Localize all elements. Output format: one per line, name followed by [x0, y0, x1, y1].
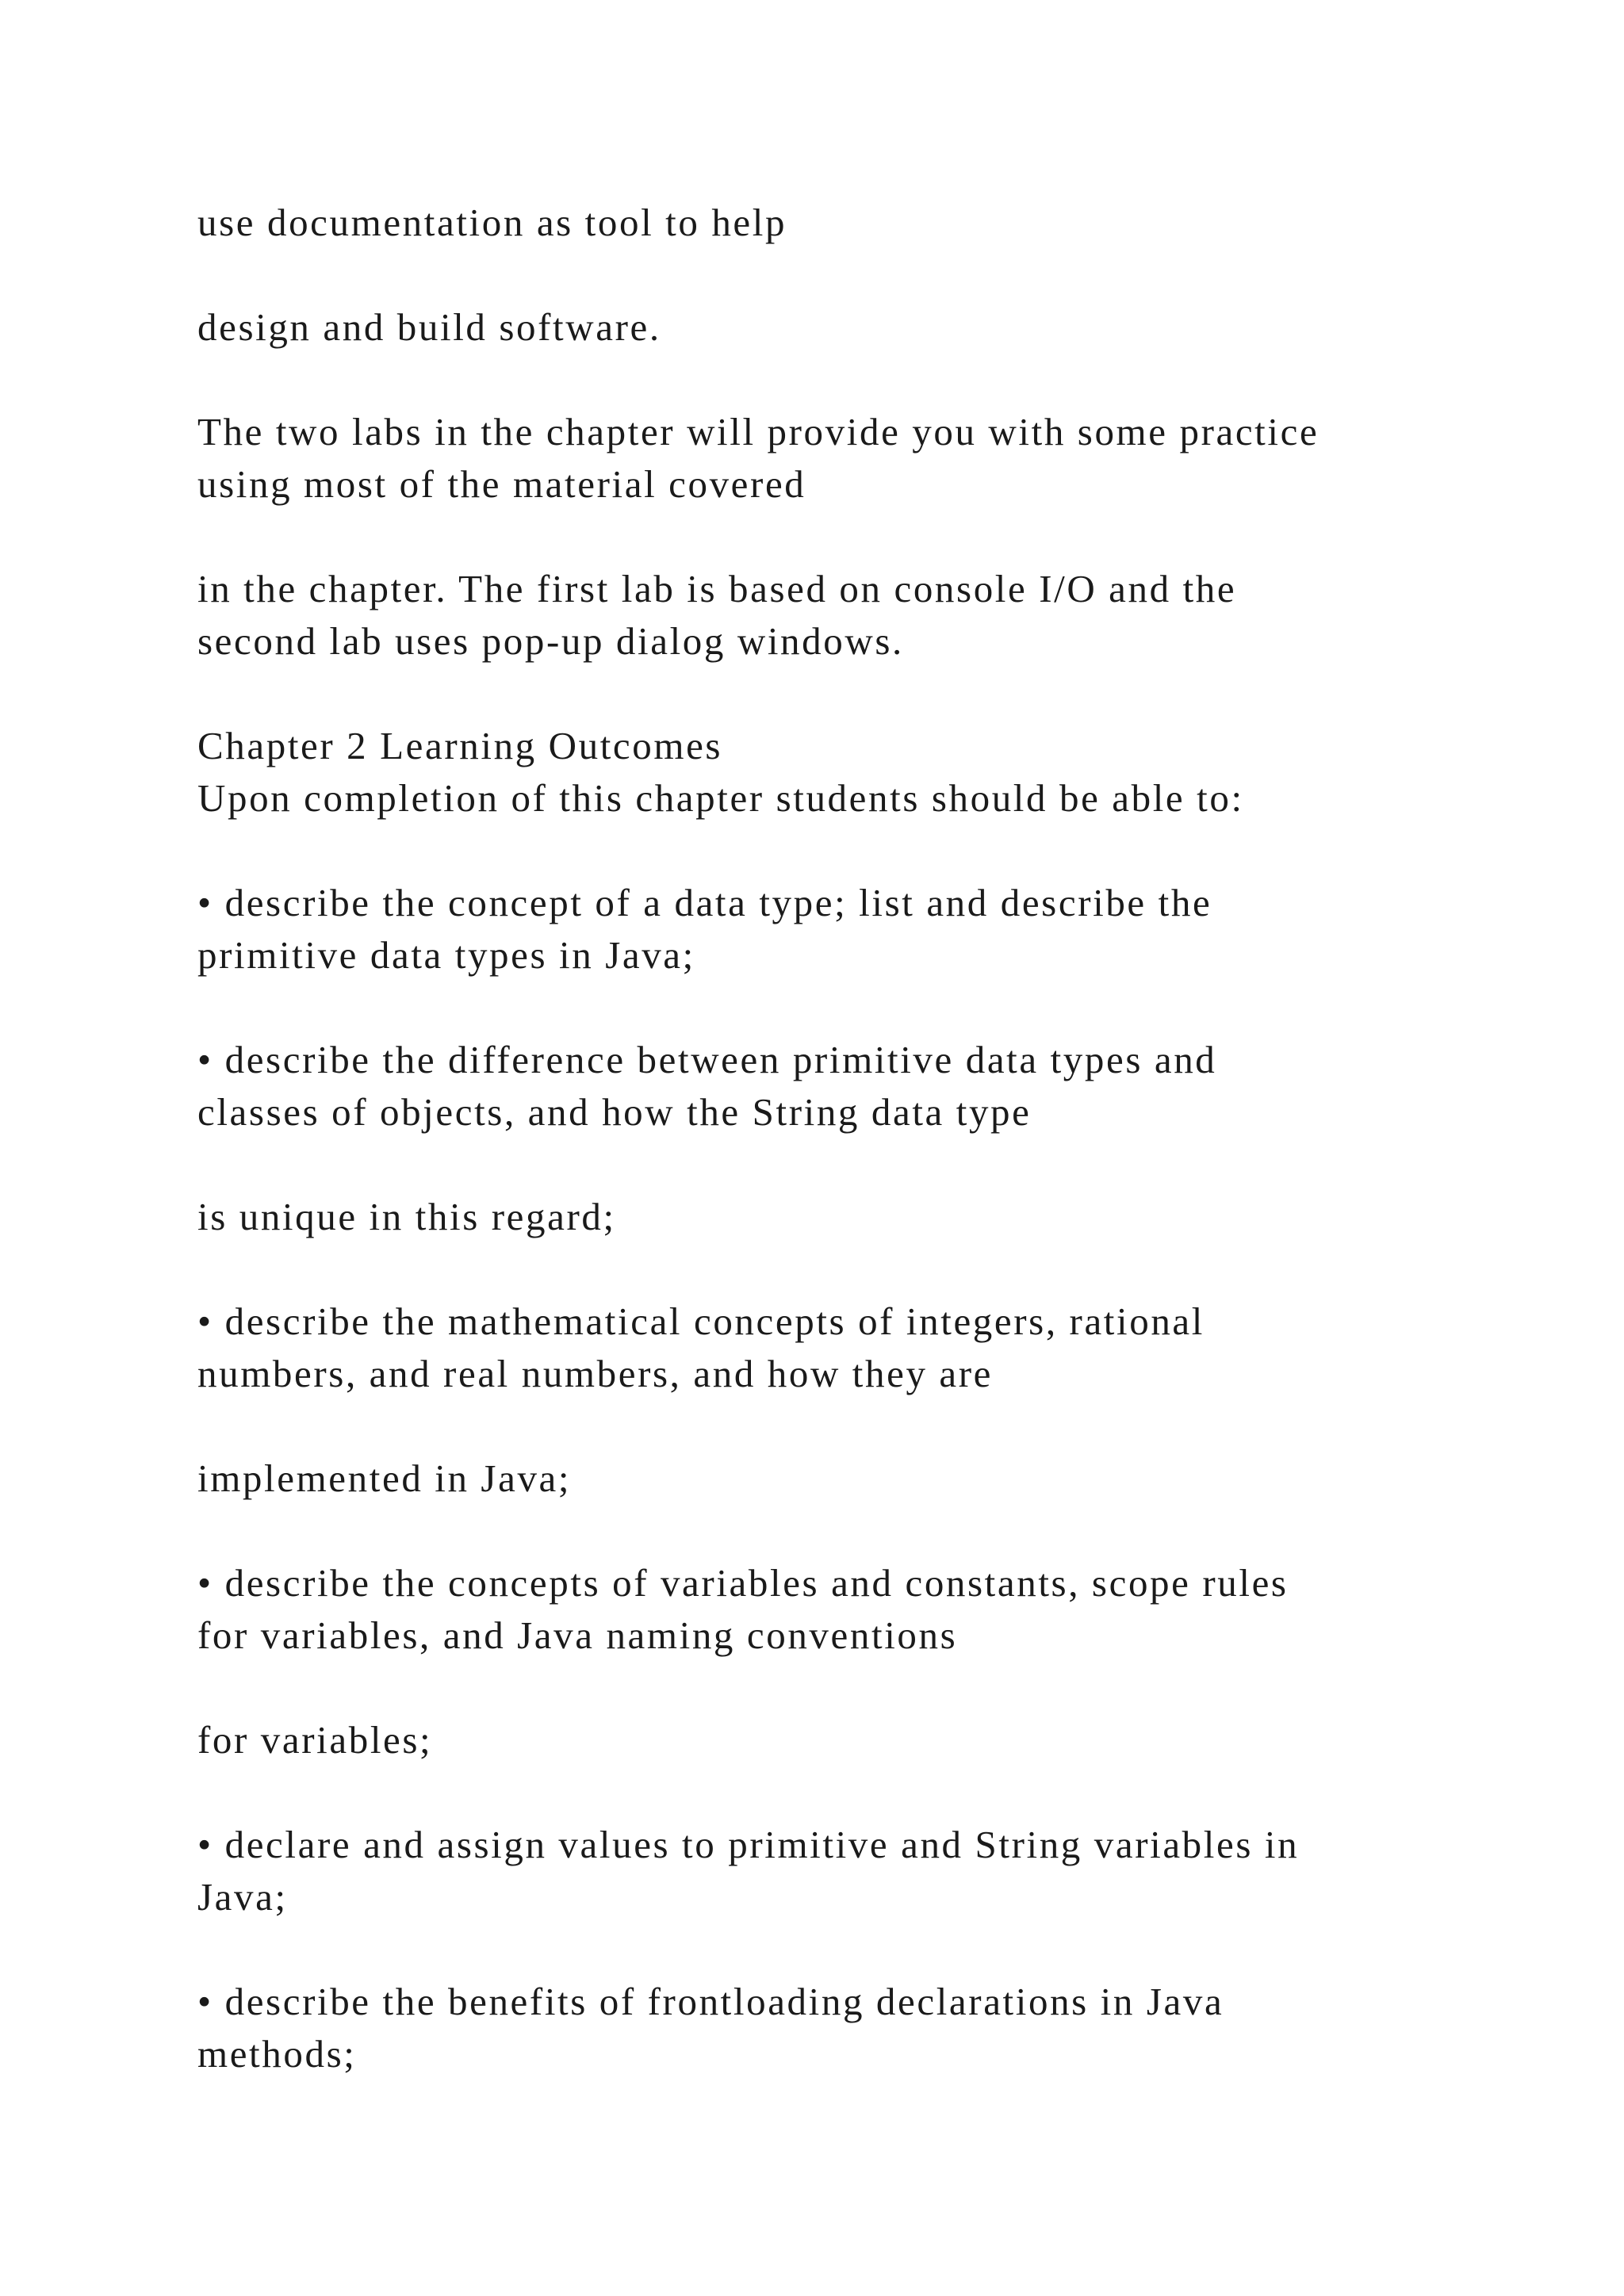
- paragraph: [197, 197, 787, 249]
- text-line: Java;: [197, 1875, 288, 1919]
- section-heading-block: [197, 720, 1244, 825]
- bullet-item: [197, 877, 1212, 982]
- paragraph: [197, 1191, 616, 1243]
- paragraph: [197, 1452, 571, 1505]
- text-line: use documentation as tool to help: [197, 201, 787, 244]
- paragraph: [197, 406, 1319, 511]
- text-line: for variables, and Java naming conventions: [197, 1613, 958, 1657]
- section-heading: Chapter 2 Learning Outcomes: [197, 724, 723, 767]
- text-line: is unique in this regard;: [197, 1195, 616, 1238]
- paragraph: [197, 301, 661, 354]
- text-line: primitive data types in Java;: [197, 933, 695, 977]
- text-line: methods;: [197, 2032, 357, 2076]
- bullet-item: [197, 1295, 1205, 1400]
- text-line: in the chapter. The first lab is based on console I/O and the: [197, 567, 1237, 610]
- bullet-item: [197, 1976, 1224, 2080]
- text-line: numbers, and real numbers, and how they are: [197, 1352, 994, 1395]
- text-line: Upon completion of this chapter students should be able to:: [197, 776, 1244, 820]
- text-line: second lab uses pop-up dialog windows.: [197, 619, 904, 663]
- paragraph: [197, 1714, 432, 1766]
- text-line: for variables;: [197, 1718, 433, 1762]
- text-line: • describe the mathematical concepts of integers, rational: [197, 1299, 1205, 1343]
- bullet-item: [197, 1819, 1299, 1923]
- paragraph: [197, 563, 1236, 668]
- text-line: implemented in Java;: [197, 1456, 572, 1500]
- bullet-item: [197, 1034, 1216, 1138]
- text-line: classes of objects, and how the String data type: [197, 1090, 1032, 1134]
- text-line: The two labs in the chapter will provide you with some practice: [197, 410, 1320, 453]
- text-line: • describe the concepts of variables and constants, scope rules: [197, 1561, 1289, 1605]
- text-line: using most of the material covered: [197, 462, 806, 506]
- text-line: • describe the difference between primitive data types and: [197, 1038, 1217, 1081]
- bullet-item: [197, 1557, 1289, 1662]
- text-line: • declare and assign values to primitive and String variables in: [197, 1823, 1300, 1866]
- text-line: • describe the benefits of frontloading declarations in Java: [197, 1980, 1224, 2023]
- text-line: design and build software.: [197, 305, 661, 349]
- text-line: • describe the concept of a data type; list and describe the: [197, 881, 1212, 924]
